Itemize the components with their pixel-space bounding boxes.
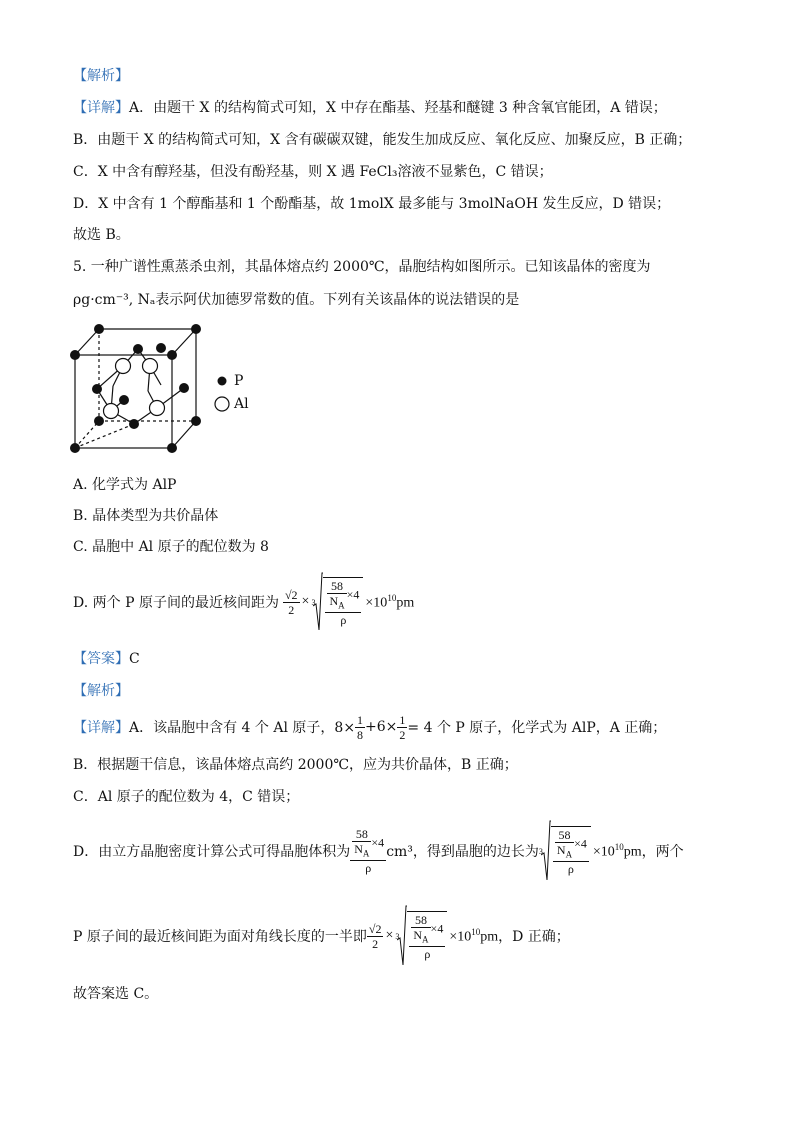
legend-al-label: Al (234, 396, 249, 412)
option-c: C. 晶胞中 Al 原子的配位数为 8 (73, 539, 269, 555)
solution-a-part3: = 4 个 P 原子，化学式为 AlP，A 正确； (407, 720, 667, 736)
solution-b: B．根据题干信息，该晶体熔点高约 2000℃，应为共价晶体，B 正确； (73, 757, 518, 773)
detail-text-a: A．由题干 X 的结构简式可知，X 中存在酯基、羟基和醚键 3 种含氧官能团，A 错误； (129, 100, 667, 116)
legend-p-label: P (234, 373, 244, 389)
solution-d-part3: ，两个 (641, 844, 684, 860)
question-5-stem-2: ρg·cm⁻³, Nₐ表示阿伏加德罗常数的值。下列有关该晶体的说法错误的是 (73, 292, 520, 308)
option-a: A. 化学式为 AlP (73, 477, 177, 493)
detail-tag-q5: 【详解】 (73, 720, 129, 736)
solution-d-part1: D．由立方晶胞密度计算公式可得晶胞体积为 (73, 844, 351, 860)
detail-line-b: B．由题干 X 的结构简式可知，X 含有碳碳双键，能发生加成反应、氧化反应、加聚反应，B 正确； (73, 132, 692, 148)
answer-value: C (129, 651, 140, 667)
detail-line-c: C．X 中含有醇羟基，但没有酚羟基，则 X 遇 FeCl₃溶液不显紫色，C 错误； (73, 164, 553, 180)
detail-tag: 【详解】 (73, 100, 129, 116)
analysis-tag: 【解析】 (73, 68, 129, 84)
detail-line-d: D．X 中含有 1 个醇酯基和 1 个酚酯基，故 1molX 最多能与 3molNaOH 发生反应，D 错误； (73, 196, 671, 212)
solution-c: C．Al 原子的配位数为 4，C 错误； (73, 789, 300, 805)
solution-d-part2: cm³，得到晶胞的边长为 (386, 844, 539, 860)
option-d-formula: $\frac{√2}{2}$ × 3 $\frac{58}{N_A}$ ×4 ρ $\times 10^{10}pm$ (283, 572, 414, 632)
solution-d-part5: ，D 正确； (498, 929, 570, 945)
solution-d-line1: D．由立方晶胞密度计算公式可得晶胞体积为 $\frac{58}{N_A}$ ×4 ρ cm³，得到晶胞的边长为 3 $\frac{58}{N_A}$ ×4 ρ $\times 10^{10}pm$ ，两个 (73, 817, 684, 885)
question-5-stem-1: 5. 一种广谱性熏蒸杀虫剂，其晶体熔点约 2000℃，晶胞结构如图所示。已知该晶体的密度为 (73, 259, 651, 275)
option-d (73, 567, 414, 637)
analysis-tag-q5: 【解析】 (73, 683, 129, 699)
answer-tag: 【答案】 (73, 651, 129, 667)
detail-line-1 (73, 99, 667, 117)
option-b: B. 晶体类型为共价晶体 (73, 508, 219, 524)
solution-a-part1: A．该晶胞中含有 4 个 Al 原子，8× (129, 720, 356, 736)
solution-d-line2: P 原子间的最近核间距为面对角线长度的一半即 $\frac{√2}{2}$ × 3 $\frac{58}{N_A}$ ×4 ρ $\times 10^{10}pm$ ，D 正确； (73, 902, 570, 970)
conclusion-prev: 故选 B。 (73, 227, 130, 243)
solution-a: 【详解】 A．该晶胞中含有 4 个 Al 原子，8× $\frac{1}{8}$ +6× $\frac{1}{2}$ = 4 个 P 原子，化学式为 AlP，A 正确； (73, 712, 667, 742)
answer-line (73, 650, 140, 668)
solution-d-part4: P 原子间的最近核间距为面对角线长度的一半即 (73, 929, 367, 945)
solution-a-part2: +6× (365, 719, 398, 735)
option-d-text: D. 两个 P 原子间的最近核间距为 (73, 595, 279, 611)
crystal-cell-diagram (60, 318, 260, 463)
legend-p-marker (218, 377, 227, 386)
legend-al-marker (215, 397, 229, 411)
final-conclusion: 故答案选 C。 (73, 986, 159, 1002)
